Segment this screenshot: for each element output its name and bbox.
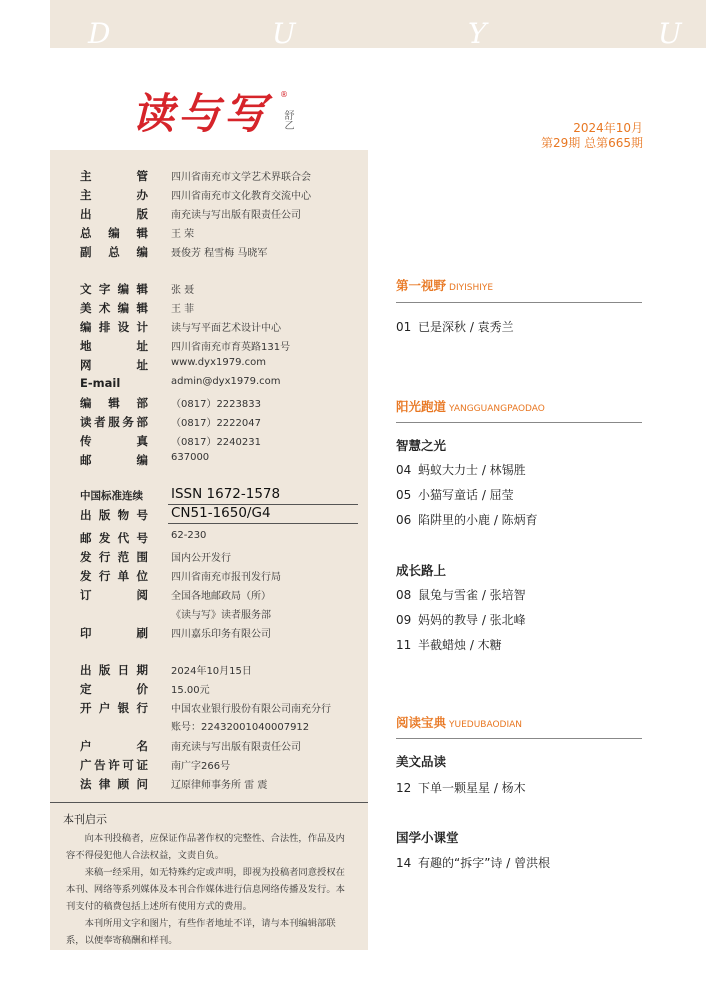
- article-title: 已是深秋 / 袁秀兰: [418, 320, 514, 334]
- section-divider: [396, 302, 642, 303]
- section-heading: [396, 712, 522, 731]
- masthead-value: 2024年10月15日: [171, 666, 252, 677]
- section-divider: [396, 738, 642, 739]
- article-title: 有趣的“拆字”诗 / 曾洪根: [418, 856, 551, 870]
- masthead-label: 编辑部: [80, 396, 148, 410]
- masthead-value: 辽原律师事务所 雷 震: [171, 780, 268, 791]
- page-number: 08: [396, 588, 412, 602]
- masthead-value: 王 菲: [171, 304, 195, 315]
- page-number: 14: [396, 856, 412, 870]
- issue-date: 2024年10月: [573, 121, 643, 135]
- article-title: 小猫写童话 / 屈莹: [418, 488, 514, 502]
- page-number: 09: [396, 613, 412, 627]
- notice-box: [50, 802, 368, 946]
- masthead-label: 中国标准连续: [80, 490, 143, 502]
- subsection-title: 美文品读: [396, 754, 447, 769]
- masthead-value: （0817）2223833: [171, 399, 261, 410]
- masthead-value: 账号：22432001040007912: [171, 722, 310, 733]
- banner-letter: U: [658, 17, 682, 50]
- masthead-label: 编排设计: [80, 320, 148, 334]
- masthead-value: 15.00元: [171, 685, 210, 696]
- masthead-label: 出版物号: [80, 508, 148, 522]
- masthead-value: CN51-1650/G4: [171, 505, 271, 521]
- banner-letter: U: [272, 17, 296, 50]
- section-heading: [396, 396, 545, 415]
- section-pinyin: YUEDUBAODIAN: [449, 720, 523, 730]
- masthead-value: ISSN 1672-1578: [171, 486, 281, 502]
- masthead-value: 全国各地邮政局（所）: [171, 591, 271, 602]
- masthead-value: （0817）2240231: [171, 437, 261, 448]
- masthead-label: 出版: [80, 207, 148, 221]
- masthead-value: （0817）2222047: [171, 418, 261, 429]
- masthead-label: 传真: [80, 434, 148, 448]
- banner-letter: Y: [468, 17, 487, 50]
- article-title: 下单一颗星星 / 杨木: [418, 781, 526, 795]
- masthead-value: 《读与写》读者服务部: [171, 610, 271, 621]
- masthead-value: 读与写平面艺术设计中心: [171, 323, 281, 334]
- masthead-label: E-mail: [80, 376, 121, 390]
- page-number: 12: [396, 781, 412, 795]
- toc-item[interactable]: [396, 511, 538, 528]
- section-title: 第一视野: [396, 278, 447, 293]
- logo-text: 读与写: [132, 89, 271, 138]
- masthead-label: 出版日期: [80, 663, 148, 677]
- masthead-label: 主办: [80, 188, 148, 202]
- masthead-label: 定价: [80, 682, 148, 696]
- masthead-label: 邮编: [80, 453, 148, 467]
- masthead-label: 印刷: [80, 626, 148, 640]
- subsection-title: 智慧之光: [396, 438, 447, 453]
- toc-item[interactable]: [396, 636, 502, 653]
- section-divider: [396, 422, 642, 423]
- top-banner: [50, 0, 706, 48]
- masthead-label: 主管: [80, 169, 148, 183]
- underline-rule: [168, 504, 358, 505]
- notice-paragraph: 向本刊投稿者，应保证作品著作权的完整性、合法性，作品及内容不得侵犯他人合法权益，文责自负。: [66, 833, 345, 861]
- masthead-label: 发行范围: [80, 550, 148, 564]
- masthead-label: 广告许可证: [80, 758, 148, 772]
- masthead-value: 国内公开发行: [171, 553, 231, 564]
- article-title: 蚂蚁大力士 / 林锡胜: [418, 463, 526, 477]
- masthead-label: 邮发代号: [80, 531, 148, 545]
- masthead-value: 62-230: [171, 530, 207, 541]
- section-title: 阳光跑道: [396, 399, 447, 414]
- subsection-title: 国学小课堂: [396, 830, 459, 845]
- toc-item[interactable]: [396, 779, 526, 796]
- masthead-value: 王 荣: [171, 229, 195, 240]
- masthead-value: admin@dyx1979.com: [171, 376, 281, 387]
- page-number: 11: [396, 638, 412, 652]
- masthead-label: 美术编辑: [80, 301, 148, 315]
- masthead-label: 户名: [80, 739, 148, 753]
- toc-item[interactable]: [396, 461, 526, 478]
- masthead-value: 张 聂: [171, 285, 195, 296]
- masthead-label: 文字编辑: [80, 282, 148, 296]
- toc-item[interactable]: [396, 486, 514, 503]
- masthead-label: 总编辑: [80, 226, 148, 240]
- masthead-value: 南广字266号: [171, 761, 231, 772]
- masthead-value: 四川省南充市文学艺术界联合会: [171, 172, 311, 183]
- page-number: 01: [396, 320, 412, 334]
- section-heading: [396, 275, 493, 294]
- article-title: 鼠兔与雪雀 / 张培智: [418, 588, 526, 602]
- masthead-label: 副总编: [80, 245, 148, 259]
- masthead-label: 发行单位: [80, 569, 148, 583]
- masthead-value: 南充读与写出版有限责任公司: [171, 742, 301, 753]
- section-pinyin: YANGGUANGPAODAO: [449, 404, 545, 414]
- masthead-value: 聂俊芳 程雪梅 马晓军: [171, 248, 268, 259]
- magazine-logo: [132, 88, 302, 148]
- masthead-value: 四川省南充市报刊发行局: [171, 572, 281, 583]
- calligrapher-signature: 舒乙: [282, 110, 293, 130]
- masthead-value: 637000: [171, 452, 210, 463]
- banner-letter: D: [88, 17, 111, 50]
- toc-item[interactable]: [396, 318, 514, 335]
- masthead-label: 读者服务部: [80, 415, 148, 429]
- notice-paragraph: 来稿一经采用，如无特殊约定或声明，即视为投稿者同意授权在本刊、网络等系列媒体及本刊合作媒体进行信息网络传播及发行。本刊支付的稿费包括上述所有使用方式的费用。: [66, 867, 345, 912]
- toc-item[interactable]: [396, 611, 526, 628]
- masthead-label: 法律顾问: [80, 777, 148, 791]
- registered-mark: ®: [280, 90, 288, 99]
- masthead-label: 网址: [80, 358, 148, 372]
- masthead-label: 订阅: [80, 588, 148, 602]
- masthead-value: 四川省南充市文化教育交流中心: [171, 191, 311, 202]
- masthead-label: 开户银行: [80, 701, 148, 715]
- masthead-value: 四川嘉乐印务有限公司: [171, 629, 271, 640]
- masthead-value: 中国农业银行股份有限公司南充分行: [171, 704, 331, 715]
- masthead-value: 南充读与写出版有限责任公司: [171, 210, 301, 221]
- toc-item[interactable]: [396, 586, 526, 603]
- subsection-title: 成长路上: [396, 563, 447, 578]
- masthead-value: www.dyx1979.com: [171, 357, 266, 368]
- section-pinyin: DIYISHIYE: [449, 283, 494, 293]
- toc-item[interactable]: [396, 854, 550, 871]
- masthead-label: 地址: [80, 339, 148, 353]
- underline-rule: [168, 523, 358, 524]
- article-title: 半截蜡烛 / 木糖: [418, 638, 502, 652]
- article-title: 妈妈的教导 / 张北峰: [418, 613, 526, 627]
- notice-title: 本刊启示: [63, 813, 107, 826]
- notice-paragraph: 本刊所用文字和图片，有些作者地址不详，请与本刊编辑部联系，以便奉寄稿酬和样刊。: [66, 918, 336, 946]
- page-number: 06: [396, 513, 412, 527]
- page-number: 05: [396, 488, 412, 502]
- section-title: 阅读宝典: [396, 715, 447, 730]
- article-title: 陷阱里的小鹿 / 陈炳育: [418, 513, 538, 527]
- issue-number: 第29期 总第665期: [541, 136, 643, 150]
- page-number: 04: [396, 463, 412, 477]
- masthead-value: 四川省南充市育英路131号: [171, 342, 291, 353]
- issue-info: [541, 121, 643, 151]
